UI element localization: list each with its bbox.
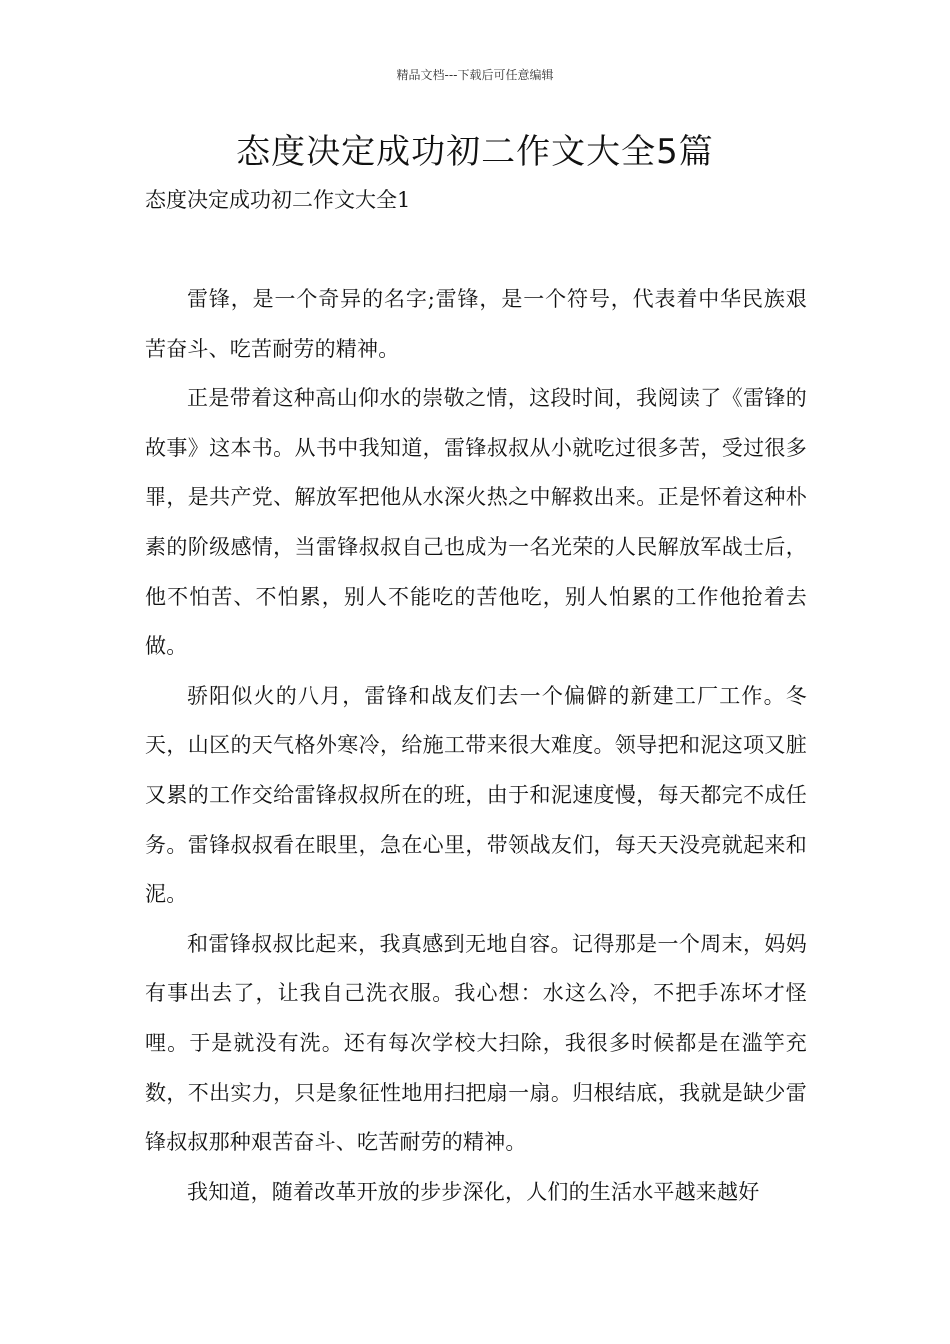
paragraph-3: 骄阳似火的八月，雷锋和战友们去一个偏僻的新建工厂工作。冬天，山区的天气格外寒冷，给施工带来很大难度。领导把和泥这项又脏又累的工作交给雷锋叔叔所在的班，由于和泥速度慢，每天都完不成任务。雷锋叔叔看在眼里，急在心里，带领战友们，每天天没亮就起来和泥。 (145, 683, 807, 907)
section-title: 态度决定成功初二作文大全1 (145, 188, 411, 212)
paragraph-4: 和雷锋叔叔比起来，我真感到无地自容。记得那是一个周末，妈妈有事出去了，让我自己洗衣服。我心想：水这么冷，不把手冻坏才怪哩。于是就没有洗。还有每次学校大扫除，我很多时候都是在滥竽充数，不出实力，只是象征性地用扫把扇一扇。归根结底，我就是缺少雷锋叔叔那种艰苦奋斗、吃苦耐劳的精神。 (145, 931, 807, 1155)
document-title: 态度决定成功初二作文大全5篇 (236, 132, 714, 172)
paragraph-2: 正是带着这种高山仰水的崇敬之情，这段时间，我阅读了《雷锋的故事》这本书。从书中我知道，雷锋叔叔从小就吃过很多苦，受过很多罪，是共产党、解放军把他从水深火热之中解救出来。正是怀着这种朴素的阶级感情，当雷锋叔叔自己也成为一名光荣的人民解放军战士后，他不怕苦、不怕累，别人不能吃的苦他吃，别人怕累的工作他抢着去做。 (145, 386, 807, 659)
document-body (145, 275, 807, 1217)
paragraph-1: 雷锋，是一个奇异的名字;雷锋，是一个符号，代表着中华民族艰苦奋斗、吃苦耐劳的精神。 (145, 287, 807, 361)
header-note: 精品文档---下载后可任意编辑 (396, 68, 554, 82)
paragraph-5: 我知道，随着改革开放的步步深化，人们的生活水平越来越好 (187, 1179, 760, 1204)
